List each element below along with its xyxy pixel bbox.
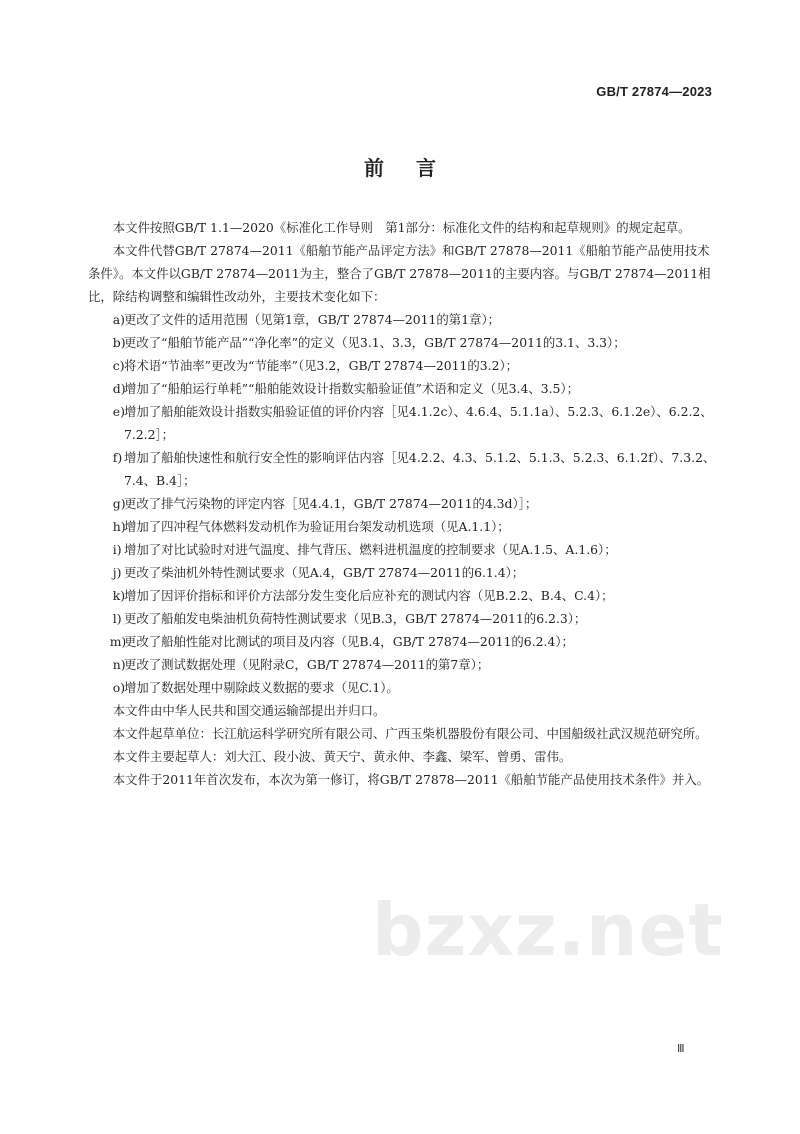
list-marker: a): [112, 312, 126, 327]
list-item-text: 更改了柴油机外特性测试要求（见A.4，GB/T 27874—2011的6.1.4）；: [123, 565, 525, 580]
list-item-text: 更改了测试数据处理（见附录C，GB/T 27874—2011的第7章）；: [123, 657, 490, 672]
list-item-text: 增加了四冲程气体燃料发动机作为验证用台架发动机选项（见A.1.1）；: [123, 519, 510, 534]
list-item-text: 增加了船舶能效设计指数实船验证值的评价内容［见4.1.2c）、4.6.4、5.1.1a）、5.2.3、6.1.2e）、6.2.2、7.2.2］；: [123, 404, 713, 442]
list-item: [88, 676, 716, 699]
list-marker: e): [112, 404, 125, 419]
list-marker: h): [112, 519, 126, 534]
intro-paragraph: 本文件按照GB/T 1.1—2020《标准化工作导则 第1部分：标准化文件的结构和起草规则》的规定起草。: [112, 220, 691, 235]
list-marker: m): [109, 634, 127, 649]
list-marker: f): [112, 450, 123, 465]
list-item-text: 增加了“船舶运行单耗”“船舶能效设计指数实船验证值”术语和定义（见3.4、3.5）；: [123, 381, 580, 396]
list-marker: b): [112, 335, 126, 350]
list-item-text: 更改了文件的适用范围（见第1章，GB/T 27874—2011的第1章）；: [123, 312, 501, 327]
closing-paragraph: 本文件由中华人民共和国交通运输部提出并归口。: [112, 703, 386, 718]
closing-paragraph: 本文件主要起草人：刘大江、段小波、黄天宁、黄永仲、李鑫、梁军、曾勇、雷伟。: [112, 749, 572, 764]
list-item: [88, 538, 716, 561]
list-marker: n): [112, 657, 126, 672]
list-marker: k): [112, 588, 126, 603]
page-number: Ⅲ: [677, 1043, 685, 1055]
list-item: [88, 653, 716, 676]
list-item: [88, 607, 716, 630]
list-marker: l): [112, 611, 122, 626]
standard-number: GB/T 27874—2023: [596, 84, 712, 99]
list-item: [88, 354, 716, 377]
list-marker: g): [112, 496, 126, 511]
list-item-text: 增加了数据处理中剔除歧义数据的要求（见C.1）。: [123, 680, 399, 695]
list-item-text: 更改了“船舶节能产品”“净化率”的定义（见3.1、3.3，GB/T 27874—2011的3.1、3.3）；: [123, 335, 626, 350]
list-marker: c): [112, 358, 125, 373]
list-marker: d): [112, 381, 126, 396]
page-title: 前言: [364, 156, 468, 180]
list-item: [88, 561, 716, 584]
list-item: [88, 515, 716, 538]
closing-paragraph: 本文件于2011年首次发布，本次为第一修订，将GB/T 27878—2011《船舶节能产品使用技术条件》并入。: [112, 772, 710, 787]
list-marker: j): [112, 565, 122, 580]
list-item: [88, 492, 716, 515]
list-item-text: 将术语“节油率”更改为“节能率”（见3.2，GB/T 27874—2011的3.2）；: [123, 358, 519, 373]
closing-paragraph: 本文件起草单位：长江航运科学研究所有限公司、广西玉柴机器股份有限公司、中国船级社武汉规范研究所。: [112, 726, 708, 741]
list-item: [88, 584, 716, 607]
list-item: [88, 331, 716, 354]
watermark: bzxz.net: [372, 888, 724, 972]
foreword-body: [88, 216, 716, 791]
list-item: [88, 308, 716, 331]
list-item: [88, 630, 716, 653]
list-item: [88, 446, 716, 492]
list-item-text: 增加了对比试验时对进气温度、排气背压、燃料进机温度的控制要求（见A.1.5、A.1.6）；: [123, 542, 617, 557]
list-item-text: 增加了因评价指标和评价方法部分发生变化后应补充的测试内容（见B.2.2、B.4、C.4）；: [123, 588, 614, 603]
list-item: [88, 377, 716, 400]
list-marker: i): [112, 542, 122, 557]
list-item-text: 更改了船舶性能对比测试的项目及内容（见B.4，GB/T 27874—2011的6.2.4）；: [123, 634, 574, 649]
list-item: [88, 400, 716, 446]
list-item-text: 更改了排气污染物的评定内容［见4.4.1，GB/T 27874—2011的4.3d）］；: [123, 496, 538, 511]
intro-paragraph: 本文件代替GB/T 27874—2011《船舶节能产品评定方法》和GB/T 27878—2011《船舶节能产品使用技术条件》。本文件以GB/T 27874—2011为主，整合了GB/T 27878—2011的主要内容。与GB/T 27874—2011相比，除结构调整和编辑性改动外，主要技术变化如下：: [88, 243, 711, 304]
list-item-text: 增加了船舶快速性和航行安全性的影响评估内容［见4.2.2、4.3、5.1.2、5.1.3、5.2.3、6.1.2f）、7.3.2、7.4、B.4］；: [123, 450, 716, 488]
list-item-text: 更改了船舶发电柴油机负荷特性测试要求（见B.3，GB/T 27874—2011的6.2.3）；: [123, 611, 587, 626]
technical-changes-list: [88, 308, 716, 699]
list-marker: o): [112, 680, 126, 695]
